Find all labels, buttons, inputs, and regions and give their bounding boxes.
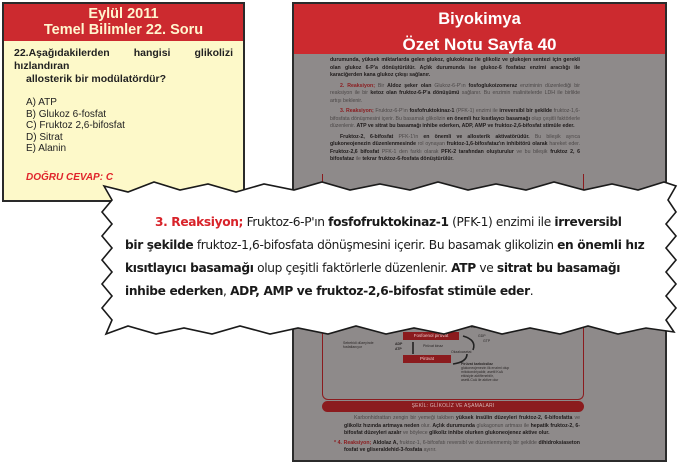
figure-pk: Pirüvat kinaz xyxy=(423,344,444,348)
text-span: Fruktoz-2, 6-bifosfat xyxy=(340,133,394,140)
figure-note: fosfatlanıyor xyxy=(343,345,363,349)
text-span: fosfofruktokinaz-1 xyxy=(409,108,455,114)
figure-box-pyruvate: Pirüvat xyxy=(403,355,451,363)
text-span: ile xyxy=(355,156,361,162)
text-span: Glukoz-6-P'ın xyxy=(434,82,466,89)
text-span: fruktoz 2, 6 bifosfataz xyxy=(330,148,581,162)
document-header xyxy=(294,4,665,54)
answer-options xyxy=(14,97,233,155)
option-e: E) Alanin xyxy=(26,143,67,154)
callout-text xyxy=(125,211,670,303)
text-span: PFK-1'in xyxy=(398,133,419,140)
text-span: yüksek insülin düzeyleri fruktoz-2, 6-bifosfatta xyxy=(455,415,573,421)
bullet-icon: * xyxy=(334,439,337,446)
text-span: Karbonhidrattan zengin bir yemeği takiben xyxy=(354,415,454,421)
figure-note-title: Pirüvat karboksilaz xyxy=(461,362,493,366)
text-span: ketoz olan fruktoz-6-P'a dönüşümü xyxy=(370,90,460,96)
option-c: C) Fruktoz 2,6-bifosfat xyxy=(26,120,125,131)
figure-caption: ŞEKİL: GLİKOLİZ VE AŞAMALARI xyxy=(322,401,584,412)
zoom-callout xyxy=(98,178,680,338)
option-b: B) Glukoz 6-fosfat xyxy=(26,108,107,120)
figure-note: glukoneojenezin ilk enzimi olup xyxy=(461,366,510,370)
text-span: Bu bileşik ayrıca xyxy=(534,133,581,140)
text-span: hareket eder. xyxy=(549,141,580,147)
text-span: tekrar fruktoz-6-fosfata dönüştürülür. xyxy=(362,156,454,162)
text-span: en önemli hız kısıtlayıcı basamağı xyxy=(446,115,531,122)
option-d: D) Sitrat xyxy=(26,131,63,143)
text-span: rol oynayan xyxy=(417,141,445,147)
text-span: ATP xyxy=(451,261,476,275)
text-span: enziminin düzenlediği bir reaksiyon ile bir xyxy=(330,82,580,96)
figure-note: etkisiyle aktiflenebilir, xyxy=(461,374,494,378)
text-span: Açlık durumunda xyxy=(432,422,475,429)
paragraph-2 xyxy=(330,83,580,106)
text-span: hepatik fruktoz-2, 6-bifosfat düzeyleri azalır xyxy=(344,422,580,436)
text-span: ve bu bileşik xyxy=(516,148,548,155)
figure-atp: ATP xyxy=(395,347,402,351)
callout-line-2 xyxy=(125,234,670,257)
text-span: Fruktoz-6-P'ın xyxy=(246,215,325,229)
figure-adp: ADP xyxy=(395,342,403,346)
text-span: dihidroksiaseton fosfat ve gliseraldehid-3-fosfata xyxy=(344,439,580,453)
text-span: en önemli ve allosterik aktivatörüdür. xyxy=(423,133,530,140)
paragraph-5 xyxy=(344,415,580,438)
text-span: (PFK-1) enzimi ile xyxy=(456,108,498,114)
correct-answer: DOĞRU CEVAP: C xyxy=(26,171,114,183)
reaction-2-heading: 2. Reaksiyon; xyxy=(340,82,375,89)
paragraph-6 xyxy=(334,439,580,455)
text-span: PFK-2 tarafından oluşturulur xyxy=(441,148,514,155)
text-span: sitrat bu basamağı xyxy=(496,261,621,275)
paragraph-1: durumunda, yüksek miktarlarda gelen glukoz, glukokinaz ile glikoliz ve glukojen sentezi için gerekli olan glukoz 6-P'a dönüştürülür. Açlık durumunda ise glukoz-6 fosfataz enzimi aracılığı ile karaciğerden kana glukoz çıkışı sağlanır. xyxy=(330,57,580,78)
paragraph-4 xyxy=(330,134,580,164)
figure-oksalo: Okzaloasetat xyxy=(451,350,472,354)
text-span: olup çeşitli faktörlerle düzenlenir. xyxy=(257,261,448,275)
callout-heading: 3. Reaksiyon; xyxy=(155,215,244,229)
text-span: kısıtlayıcı basamağı xyxy=(125,261,254,275)
text-span: fruktoz-1,6-bifosfataz'ın inhibitörü olarak xyxy=(446,141,548,147)
reaction-4-heading: 4. Reaksiyon; xyxy=(337,439,372,446)
document-title: Biyokimya xyxy=(438,10,521,28)
document-subtitle: Özet Notu Sayfa 40 xyxy=(402,35,557,54)
text-span: glukagonun artması ile xyxy=(476,422,530,429)
question-text xyxy=(14,47,233,86)
figure-gtp: GTP xyxy=(483,339,491,343)
figure-note: Sebebidi düzeyinde xyxy=(343,341,374,345)
text-span: olur. xyxy=(421,422,431,429)
arrow-curve-1 xyxy=(463,336,474,350)
text-span: sağlanır. Bu enzimin malinitelerde LDH ile birlikte artışı beklenir. xyxy=(330,90,580,104)
text-span: irreversibl xyxy=(554,215,622,229)
question-header xyxy=(4,4,243,41)
text-span: (PFK-1) enzimi ile xyxy=(452,215,551,229)
option-a: A) ATP xyxy=(26,97,57,108)
text-span: Bir xyxy=(377,82,385,89)
text-span: . xyxy=(529,284,534,298)
callout-line-3 xyxy=(125,257,670,280)
text-span: fruktoz-1, 6-bifosfatı reversibl ve düzenlenmemiş bir şekilde xyxy=(399,439,537,446)
text-span: ve xyxy=(479,261,494,275)
text-span: inhibe ederken xyxy=(125,284,224,298)
text-span: ATP ve sitrat bu basamağı inhibe ederken, ADP, AMP ve fruktoz-2,6-bifosfat stimüle eder. xyxy=(356,123,575,129)
text-span: irreversibl bir şekilde xyxy=(499,108,553,114)
text-span: fosfoglukoizomeraz xyxy=(468,82,518,89)
arrow-curve-2 xyxy=(453,354,467,364)
text-span: bir şekilde xyxy=(125,238,194,252)
paragraph-3 xyxy=(330,108,580,131)
text-span: ADP, AMP ve fruktoz-2,6-bifosfat stimüle eder xyxy=(230,284,530,298)
figure-box-pep: Fosfoenol pirüvat xyxy=(403,332,459,340)
document-text-bottom xyxy=(334,415,580,458)
text-span: , xyxy=(223,284,227,298)
question-title-date: Eylül 2011 xyxy=(88,6,159,22)
document-text-top xyxy=(330,57,580,167)
question-text-line1: 22.Aşağıdakilerden hangisi glikolizi hızlandıran xyxy=(14,47,233,72)
text-span: Fruktoz-2,6 bifosfat xyxy=(330,148,380,155)
text-span: glukoneojenezin düzenlenmesinde xyxy=(330,141,416,147)
text-span: fosfofruktokinaz-1 xyxy=(328,215,449,229)
callout-line-4 xyxy=(125,280,670,303)
text-span: ve xyxy=(574,415,580,421)
question-title-exam: Temel Bilimler 22. Soru xyxy=(43,22,204,38)
figure-gdp: GDP xyxy=(478,334,486,338)
text-span: fruktoz-1,6-bifosfata dönüşmesini içerir. Bu basamak glikolizin xyxy=(330,108,580,122)
text-span: fruktoz-1,6-bifosfata dönüşmesini içerir. Bu basamak glikolizin xyxy=(196,238,554,252)
text-span: PFK-1 den farklı olarak xyxy=(381,148,439,155)
text-span: Aldoz şeker olan xyxy=(387,82,432,89)
text-span: ve böylece xyxy=(402,430,428,436)
text-span: Fruktoz-6-P'ın xyxy=(375,108,408,114)
reaction-3-heading: 3. Reaksiyon; xyxy=(340,108,374,114)
figure-note: mitokondriyaldir, asetil KoA xyxy=(461,370,504,374)
callout-line-1 xyxy=(125,211,670,234)
text-span: glikoliz hızında artmaya neden xyxy=(344,422,420,429)
text-span: Aldolaz A, xyxy=(372,439,398,446)
text-span: en önemli hız xyxy=(557,238,645,252)
figure-note: asetil-CoA ile aktive olur xyxy=(461,378,499,382)
text-span: ayırır. xyxy=(423,447,437,453)
question-text-line2: allosterik bir modülatördür? xyxy=(26,73,167,85)
question-body xyxy=(4,41,243,183)
text-span: glikoliz inhibe olurken glukoneojenez aktive olur. xyxy=(429,430,550,436)
question-panel xyxy=(2,2,245,202)
text-span: olup çeşitli faktörlerle düzenlenir. xyxy=(330,115,580,129)
